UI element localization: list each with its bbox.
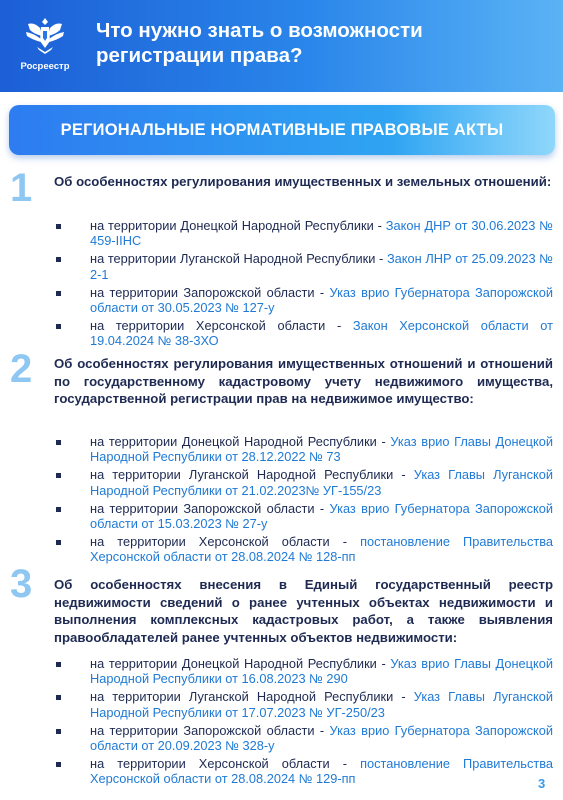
item-link[interactable]: Указ Главы Луганской Народной Республики от 21.02.2023№ УГ-155/23 — [90, 467, 553, 498]
item-territory: на территории Запорожской области - — [90, 500, 330, 516]
item-territory: на территории Херсонской области - — [90, 755, 361, 771]
list-item — [54, 218, 553, 249]
item-link[interactable]: Указ врио Губернатора Запорожской области от 20.09.2023 № 328-у — [90, 722, 554, 754]
item-territory: на территории Херсонской области - — [90, 533, 361, 549]
bullet-icon — [56, 224, 61, 229]
item-territory: на территории Луганской Народной Республики - — [90, 467, 414, 483]
item-link[interactable]: постановление Правительства Херсонской области от 28.08.2024 № 129-пп — [90, 755, 553, 787]
section-number: 2 — [10, 347, 33, 391]
logo-text: Росреестр — [20, 61, 70, 72]
bullet-icon — [56, 729, 61, 734]
bullet-icon — [56, 324, 61, 329]
bullet-icon — [56, 662, 61, 667]
item-link[interactable]: Указ Главы Луганской Народной Республики от 17.07.2023 № УГ-250/23 — [90, 689, 553, 720]
item-territory: на территории Запорожской области - — [90, 284, 330, 300]
banner-title: РЕГИОНАЛЬНЫЕ НОРМАТИВНЫЕ ПРАВОВЫЕ АКТЫ — [60, 121, 504, 139]
list-item — [54, 318, 553, 349]
bullet-icon — [56, 257, 61, 262]
rosreestr-logo — [14, 14, 76, 78]
section-heading: Об особенностях регулирования имущественных и земельных отношений: — [54, 174, 552, 189]
list-item — [54, 251, 553, 282]
list-item — [54, 285, 553, 316]
list-item — [54, 534, 553, 565]
list-item — [54, 501, 553, 532]
item-link[interactable]: Закон ЛНР от 25.09.2023 № 2-1 — [90, 251, 553, 282]
section-items-list — [54, 218, 553, 351]
item-territory: на территории Запорожской области - — [90, 722, 330, 738]
item-territory: на территории Херсонской области - — [90, 317, 353, 333]
section-items-list — [54, 434, 553, 567]
bullet-icon — [56, 540, 61, 545]
bullet-icon — [56, 695, 61, 700]
bullet-icon — [56, 440, 61, 445]
section-heading: Об особенностях внесения в Единый государственный реестр недвижимости сведений о ранее учтенных объектах недвижимости и выполнения комплексных кадастровых работ, а также выявления правообладателей ранее учтенных объектов недвижимости: — [54, 577, 553, 645]
item-link[interactable]: Закон ДНР от 30.06.2023 № 459-IIНС — [90, 218, 553, 249]
item-link[interactable]: Указ врио Главы Донецкой Народной Республики от 16.08.2023 № 290 — [90, 656, 553, 687]
section-heading: Об особенностях регулирования имущественных отношений и отношений по государственному кадастровому учету недвижимого имущества, государственной регистрации прав на недвижимое имущество: — [54, 356, 553, 406]
bullet-icon — [56, 291, 61, 296]
item-territory: на территории Донецкой Народной Республики - — [90, 434, 391, 449]
section-items-list — [54, 656, 553, 789]
item-link[interactable]: Указ врио Губернатора Запорожской области от 15.03.2023 № 27-у — [90, 500, 554, 532]
item-link[interactable]: Закон Херсонской области от 19.04.2024 № 38-3ХО — [90, 317, 554, 349]
item-territory: на территории Луганской Народной Республики - — [90, 251, 387, 267]
section-banner — [9, 105, 555, 155]
list-item — [54, 467, 553, 498]
header-bar — [0, 0, 563, 92]
section-number: 1 — [10, 166, 33, 210]
page-title: Что нужно знать о возможности регистрации права? — [96, 19, 423, 67]
item-link[interactable]: Указ врио Губернатора Запорожской области от 30.05.2023 № 127-у — [90, 284, 554, 316]
item-link[interactable]: постановление Правительства Херсонской области от 28.08.2024 № 128-пп — [90, 533, 553, 565]
bullet-icon — [56, 507, 61, 512]
bullet-icon — [56, 762, 61, 767]
section-number: 3 — [10, 562, 33, 606]
list-item — [54, 723, 553, 754]
list-item — [54, 756, 553, 787]
item-link[interactable]: Указ врио Главы Донецкой Народной Республики от 28.12.2022 № 73 — [90, 434, 553, 465]
list-item — [54, 689, 553, 720]
page-number: 3 — [538, 776, 546, 791]
item-territory: на территории Луганской Народной Республики - — [90, 689, 414, 705]
bullet-icon — [56, 473, 61, 478]
eagle-emblem-icon — [24, 14, 66, 54]
list-item — [54, 656, 553, 687]
list-item — [54, 434, 553, 465]
item-territory: на территории Донецкой Народной Республики - — [90, 656, 391, 671]
item-territory: на территории Донецкой Народной Республики - — [90, 218, 386, 233]
